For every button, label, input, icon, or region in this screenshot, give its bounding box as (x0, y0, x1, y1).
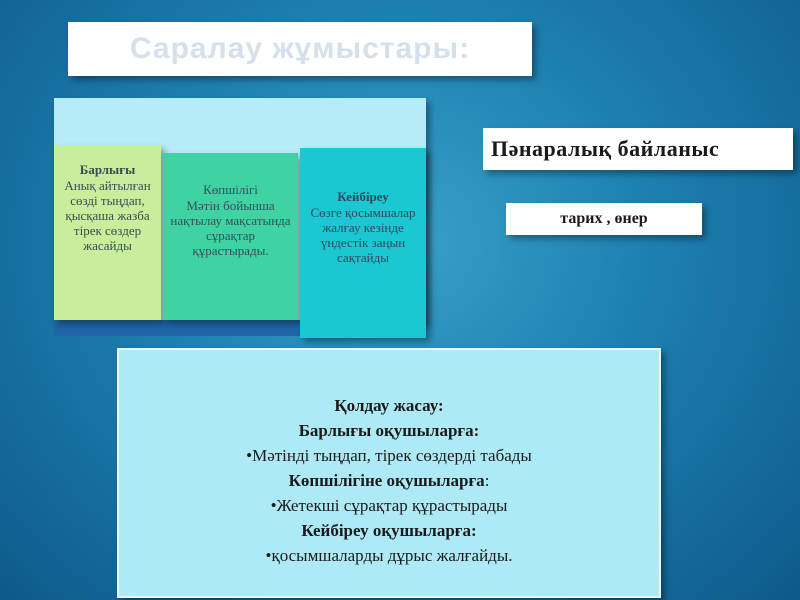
support-box (117, 348, 661, 598)
intersubject-box (483, 128, 793, 170)
subjects-label: тарих , өнер (560, 210, 648, 227)
support-most-label: Көпшілігіне оқушыларға (288, 470, 485, 490)
card-most-students (163, 153, 298, 320)
support-some-label: Кейбіреу оқушыларға: (301, 520, 477, 540)
card-some-students (300, 148, 426, 338)
support-most-colon: : (484, 470, 490, 490)
slide-title: Саралау жұмыстары: (129, 32, 471, 65)
card-most-text: Мәтін бойынша нақтылау мақсатында сұрақтар құрастырады. (170, 197, 291, 258)
subjects-box (506, 203, 702, 235)
support-all-item: •Мәтінді тыңдап, тірек сөздерді табады (246, 445, 532, 465)
card-all-text: Анық айтылған сөзді тыңдап, қысқаша жазба тірек сөздер жасайды (64, 177, 151, 253)
card-all-heading: Барлығы (79, 162, 136, 177)
card-some-heading: Кейбіреу (337, 189, 389, 204)
support-all-label: Барлығы оқушыларға: (298, 420, 480, 440)
support-title: Қолдау жасау: (334, 395, 444, 415)
intersubject-label: Пәнаралық байланыс (491, 136, 720, 161)
card-all-students (54, 145, 161, 320)
support-most-item: •Жетекші сұрақтар құрастырады (270, 495, 508, 515)
support-some-item: •қосымшаларды дұрыс жалғайды. (265, 545, 513, 565)
support-most-line (289, 468, 490, 493)
card-some-text: Сөзге қосымшалар жалғау кезінде үндестік заңын сақтайды (310, 204, 416, 265)
card-most-heading: Көпшілігі (203, 182, 258, 197)
title-box (68, 22, 532, 76)
